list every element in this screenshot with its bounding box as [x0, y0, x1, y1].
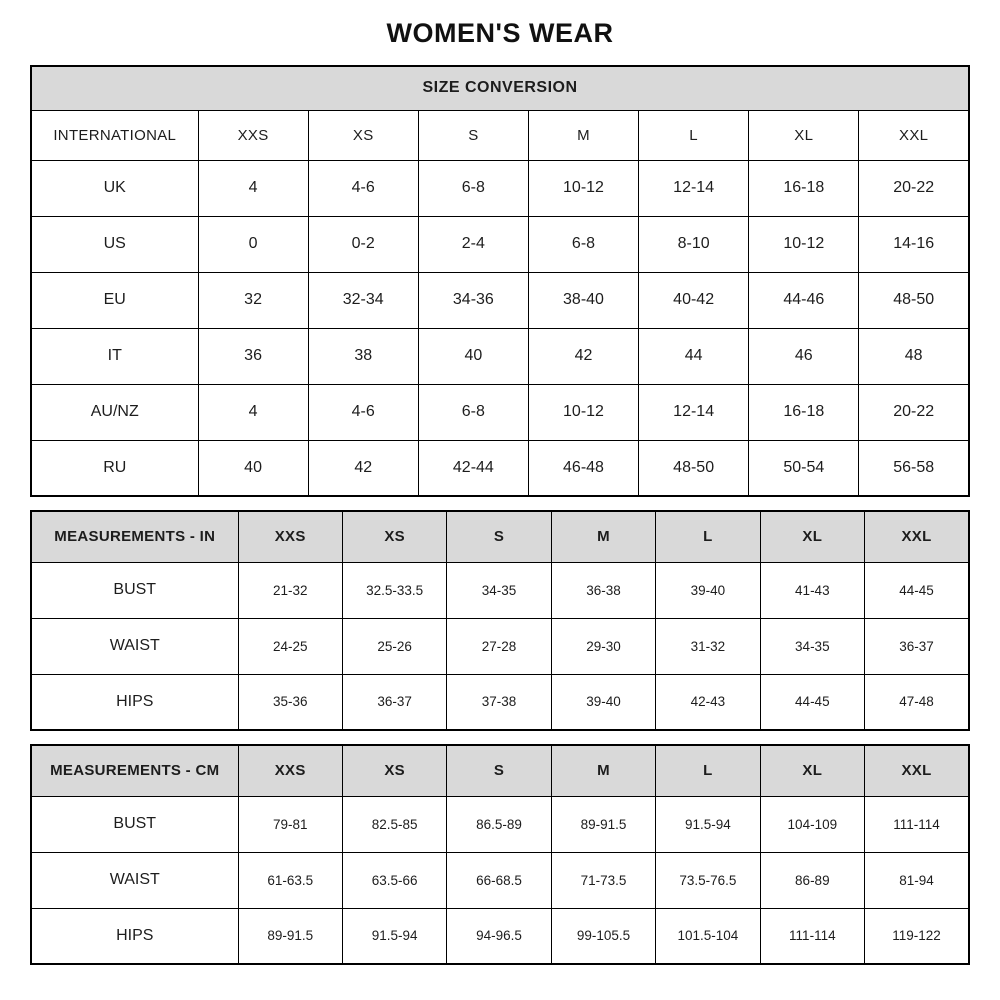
measurement-value: 29-30	[551, 618, 655, 674]
measurement-value: 104-109	[760, 796, 864, 852]
size-value: 10-12	[528, 384, 638, 440]
measurements-cm-header-row	[31, 745, 969, 796]
measurement-value: 82.5-85	[342, 796, 446, 852]
table-row	[31, 216, 969, 272]
measurement-label: WAIST	[31, 852, 238, 908]
size-value: 8-10	[639, 216, 749, 272]
measurement-value: 71-73.5	[551, 852, 655, 908]
size-value: 38-40	[528, 272, 638, 328]
measurement-value: 42-43	[656, 674, 760, 730]
size-value: 40	[418, 328, 528, 384]
size-value: 48	[859, 328, 969, 384]
size-conversion-table	[30, 65, 970, 497]
table-row	[31, 674, 969, 730]
size-value: 20-22	[859, 384, 969, 440]
column-header-size: XS	[342, 511, 446, 562]
size-value: 12-14	[639, 160, 749, 216]
column-header-size: M	[551, 745, 655, 796]
size-value: 10-12	[749, 216, 859, 272]
column-header-size: M	[528, 110, 638, 160]
measurement-value: 24-25	[238, 618, 342, 674]
measurement-value: 31-32	[656, 618, 760, 674]
measurement-value: 119-122	[865, 908, 969, 964]
size-value: 44-46	[749, 272, 859, 328]
measurement-value: 66-68.5	[447, 852, 551, 908]
measurements-in-body	[31, 562, 969, 730]
measurement-value: 36-37	[865, 618, 969, 674]
table-row	[31, 618, 969, 674]
column-header-size: XXL	[865, 745, 969, 796]
column-header-size: S	[447, 511, 551, 562]
measurement-value: 47-48	[865, 674, 969, 730]
size-value: 50-54	[749, 440, 859, 496]
table-row	[31, 440, 969, 496]
size-value: 4-6	[308, 384, 418, 440]
measurement-value: 63.5-66	[342, 852, 446, 908]
measurement-value: 44-45	[760, 674, 864, 730]
size-value: 12-14	[639, 384, 749, 440]
measurement-label: BUST	[31, 562, 238, 618]
region-label: IT	[31, 328, 198, 384]
measurement-value: 61-63.5	[238, 852, 342, 908]
column-header-size: XL	[760, 511, 864, 562]
measurement-value: 34-35	[760, 618, 864, 674]
measurement-value: 99-105.5	[551, 908, 655, 964]
measurement-value: 86.5-89	[447, 796, 551, 852]
measurement-value: 32.5-33.5	[342, 562, 446, 618]
measurements-cm-body	[31, 796, 969, 964]
size-value: 14-16	[859, 216, 969, 272]
column-header-size: S	[447, 745, 551, 796]
size-value: 48-50	[859, 272, 969, 328]
measurement-value: 86-89	[760, 852, 864, 908]
measurement-value: 41-43	[760, 562, 864, 618]
size-value: 36	[198, 328, 308, 384]
measurement-label: HIPS	[31, 674, 238, 730]
table-row	[31, 852, 969, 908]
measurements-cm-table	[30, 744, 970, 965]
size-value: 42	[528, 328, 638, 384]
measurement-value: 44-45	[865, 562, 969, 618]
column-header-size: XS	[308, 110, 418, 160]
column-header-size: L	[639, 110, 749, 160]
column-header-size: S	[418, 110, 528, 160]
measurements-in-table	[30, 510, 970, 731]
size-value: 6-8	[418, 160, 528, 216]
size-value: 6-8	[528, 216, 638, 272]
measurement-value: 111-114	[865, 796, 969, 852]
region-label: RU	[31, 440, 198, 496]
table-row	[31, 562, 969, 618]
page-title: WOMEN'S WEAR	[386, 18, 614, 48]
size-value: 48-50	[639, 440, 749, 496]
size-value: 40-42	[639, 272, 749, 328]
size-value: 16-18	[749, 384, 859, 440]
measurements-cm-title: MEASUREMENTS - CM	[31, 745, 238, 796]
measurements-in-header-row	[31, 511, 969, 562]
measurement-value: 39-40	[551, 674, 655, 730]
size-value: 4-6	[308, 160, 418, 216]
size-value: 34-36	[418, 272, 528, 328]
table-row	[31, 908, 969, 964]
measurement-value: 94-96.5	[447, 908, 551, 964]
size-value: 10-12	[528, 160, 638, 216]
size-value: 42-44	[418, 440, 528, 496]
measurement-value: 73.5-76.5	[656, 852, 760, 908]
size-value: 4	[198, 160, 308, 216]
size-value: 46	[749, 328, 859, 384]
measurement-value: 81-94	[865, 852, 969, 908]
table-row	[31, 796, 969, 852]
column-header-size: XL	[749, 110, 859, 160]
column-header-size: XXL	[859, 110, 969, 160]
measurement-value: 27-28	[447, 618, 551, 674]
column-header-size: XXS	[238, 745, 342, 796]
table-row	[31, 384, 969, 440]
column-header-size: XXL	[865, 511, 969, 562]
size-value: 4	[198, 384, 308, 440]
measurement-label: HIPS	[31, 908, 238, 964]
measurement-value: 101.5-104	[656, 908, 760, 964]
measurement-label: BUST	[31, 796, 238, 852]
column-header-international: INTERNATIONAL	[31, 110, 198, 160]
region-label: US	[31, 216, 198, 272]
measurement-value: 91.5-94	[656, 796, 760, 852]
size-conversion-body	[31, 160, 969, 496]
column-header-size: XXS	[238, 511, 342, 562]
table-row	[31, 272, 969, 328]
measurement-value: 36-37	[342, 674, 446, 730]
region-label: AU/NZ	[31, 384, 198, 440]
region-label: EU	[31, 272, 198, 328]
size-conversion-columns-row	[31, 110, 969, 160]
size-value: 0-2	[308, 216, 418, 272]
size-value: 20-22	[859, 160, 969, 216]
size-value: 40	[198, 440, 308, 496]
measurement-value: 34-35	[447, 562, 551, 618]
table-row	[31, 160, 969, 216]
size-value: 32-34	[308, 272, 418, 328]
measurement-value: 37-38	[447, 674, 551, 730]
size-value: 32	[198, 272, 308, 328]
region-label: UK	[31, 160, 198, 216]
measurement-label: WAIST	[31, 618, 238, 674]
measurements-in-title: MEASUREMENTS - IN	[31, 511, 238, 562]
measurement-value: 39-40	[656, 562, 760, 618]
column-header-size: M	[551, 511, 655, 562]
column-header-size: XXS	[198, 110, 308, 160]
measurement-value: 89-91.5	[238, 908, 342, 964]
size-value: 2-4	[418, 216, 528, 272]
size-value: 44	[639, 328, 749, 384]
measurement-value: 111-114	[760, 908, 864, 964]
size-value: 42	[308, 440, 418, 496]
size-value: 16-18	[749, 160, 859, 216]
measurement-value: 36-38	[551, 562, 655, 618]
column-header-size: XL	[760, 745, 864, 796]
measurement-value: 89-91.5	[551, 796, 655, 852]
measurement-value: 91.5-94	[342, 908, 446, 964]
size-value: 46-48	[528, 440, 638, 496]
column-header-size: L	[656, 511, 760, 562]
size-value: 6-8	[418, 384, 528, 440]
column-header-size: XS	[342, 745, 446, 796]
size-value: 38	[308, 328, 418, 384]
size-conversion-title: SIZE CONVERSION	[31, 66, 969, 110]
measurement-value: 79-81	[238, 796, 342, 852]
column-header-size: L	[656, 745, 760, 796]
size-value: 56-58	[859, 440, 969, 496]
table-row	[31, 328, 969, 384]
measurement-value: 21-32	[238, 562, 342, 618]
measurement-value: 25-26	[342, 618, 446, 674]
measurement-value: 35-36	[238, 674, 342, 730]
size-value: 0	[198, 216, 308, 272]
size-conversion-title-row	[31, 66, 969, 110]
